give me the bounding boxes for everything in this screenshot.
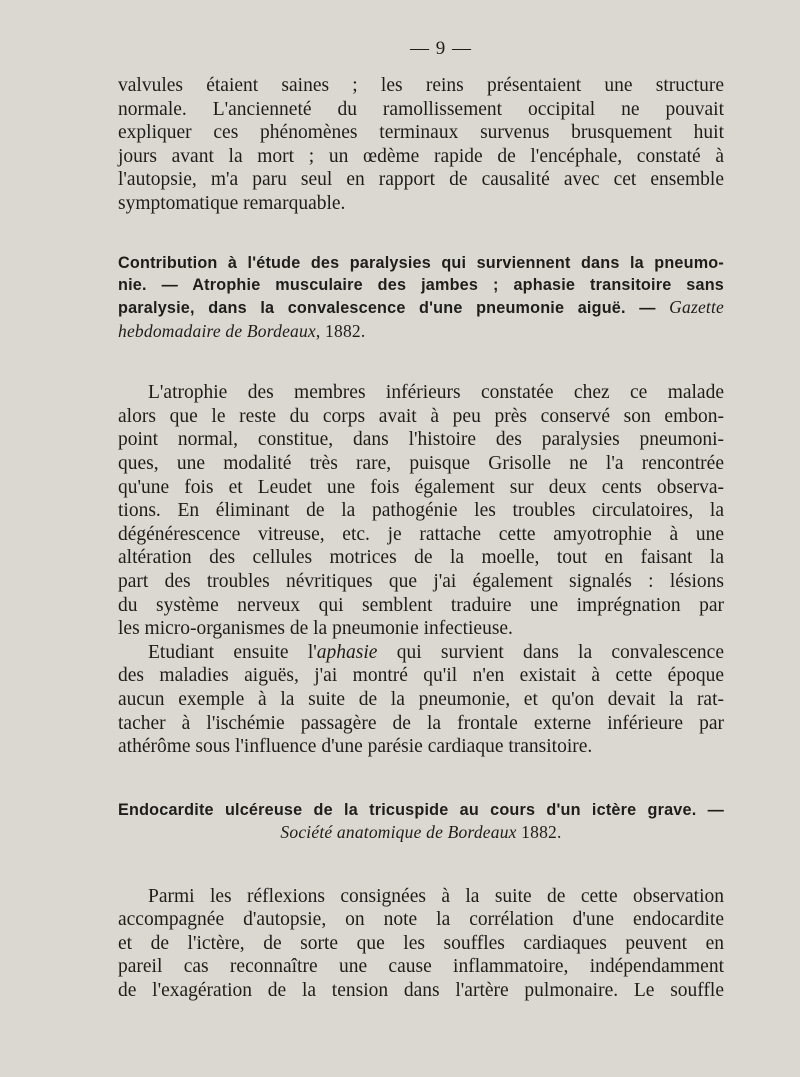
paragraph-aphasie: [118, 641, 724, 759]
citation-italic: Gazette: [669, 297, 725, 318]
citation-italic: Société anatomique de Bordeaux: [280, 822, 517, 843]
heading-bold-text: paralysie, dans la convalescence d'une pneumonie aiguë. —: [118, 299, 656, 318]
text-line: de l'exagération de la tension dans l'artère pulmonaire. Le souffle: [118, 979, 724, 1001]
text-run: qui survient dans la convalescence: [377, 641, 724, 663]
text-line: athérôme sous l'influence d'une parésie cardiaque transitoire.: [118, 736, 593, 758]
text-line: pareil cas reconnaître une cause inflammatoire, indépendamment: [118, 956, 724, 978]
paragraph-endocardite: [118, 885, 724, 1003]
text-line: [118, 641, 724, 665]
text-line: point normal, constitue, dans l'histoire des paralysies pneumoni-: [118, 429, 724, 451]
text-line: accompagnée d'autopsie, on note la corrélation d'une endocardite: [118, 909, 724, 931]
text-line: des maladies aiguës, j'ai montré qu'il n'en existait à cette époque: [118, 665, 724, 687]
text-line: du système nerveux qui semblent traduire une imprégnation par: [118, 594, 724, 616]
section-heading-paralysies: [118, 252, 724, 344]
text-line: tacher à l'ischémie passagère de la frontale externe inférieure par: [118, 712, 724, 734]
section-heading-endocardite: [118, 799, 724, 845]
text-line: et de l'ictère, de sorte que les souffles cardiaques peuvent en: [118, 932, 724, 954]
text-line: L'atrophie des membres inférieurs constatée chez ce malade: [148, 382, 724, 404]
citation-italic: hebdomadaire de Bordeaux: [118, 320, 316, 341]
text-line: tions. En éliminant de la pathogénie les troubles circulatoires, la: [118, 500, 724, 522]
heading-line: Contribution à l'étude des paralysies qui surviennent dans la pneumo-: [118, 253, 724, 272]
italic-term: aphasie: [316, 641, 378, 663]
page-number: — 9 —: [410, 38, 472, 59]
citation-year: 1882.: [516, 822, 562, 843]
text-line: dégénérescence vitreuse, etc. je rattache cette amyotrophie à une: [118, 523, 724, 545]
text-line: Parmi les réflexions consignées à la suite de cette observation: [148, 885, 724, 907]
text-line: part des troubles névritiques que j'ai également signalés : lésions: [118, 570, 724, 592]
text-line: normale. L'ancienneté du ramollissement occipital ne pouvait: [118, 98, 724, 120]
text-run: Etudiant ensuite l': [148, 641, 317, 663]
heading-line: [118, 296, 724, 319]
paragraph-atrophie: [118, 381, 724, 641]
heading-line: [118, 821, 724, 844]
text-line: jours avant la mort ; un œdème rapide de l'encéphale, constaté à: [118, 145, 724, 167]
paragraph-continuation: [118, 74, 724, 216]
text-line: symptomatique remarquable.: [118, 192, 346, 214]
text-line: l'autopsie, m'a paru seul en rapport de causalité avec cet ensemble: [118, 169, 724, 191]
heading-line: [118, 320, 724, 343]
text-line: les micro-organismes de la pneumonie infectieuse.: [118, 618, 513, 640]
text-line: altération des cellules motrices de la moelle, tout en faisant la: [118, 547, 724, 569]
text-line: alors que le reste du corps avait à peu près conservé son embon-: [118, 405, 724, 427]
text-line: qu'une fois et Leudet une fois également sur deux cents observa-: [118, 476, 724, 498]
text-line: valvules étaient saines ; les reins présentaient une structure: [118, 75, 724, 96]
heading-line: Endocardite ulcéreuse de la tricuspide au cours d'un ictère grave. —: [118, 800, 724, 819]
text-line: ques, une modalité très rare, puisque Grisolle ne l'a rencontrée: [118, 452, 724, 474]
citation-year: , 1882.: [315, 320, 366, 341]
heading-line: nie. — Atrophie musculaire des jambes ; aphasie transitoire sans: [118, 275, 724, 294]
text-line: aucun exemple à la suite de la pneumonie, et qu'on devait la rat-: [118, 688, 724, 710]
text-line: expliquer ces phénomènes terminaux survenus brusquement huit: [118, 122, 724, 144]
